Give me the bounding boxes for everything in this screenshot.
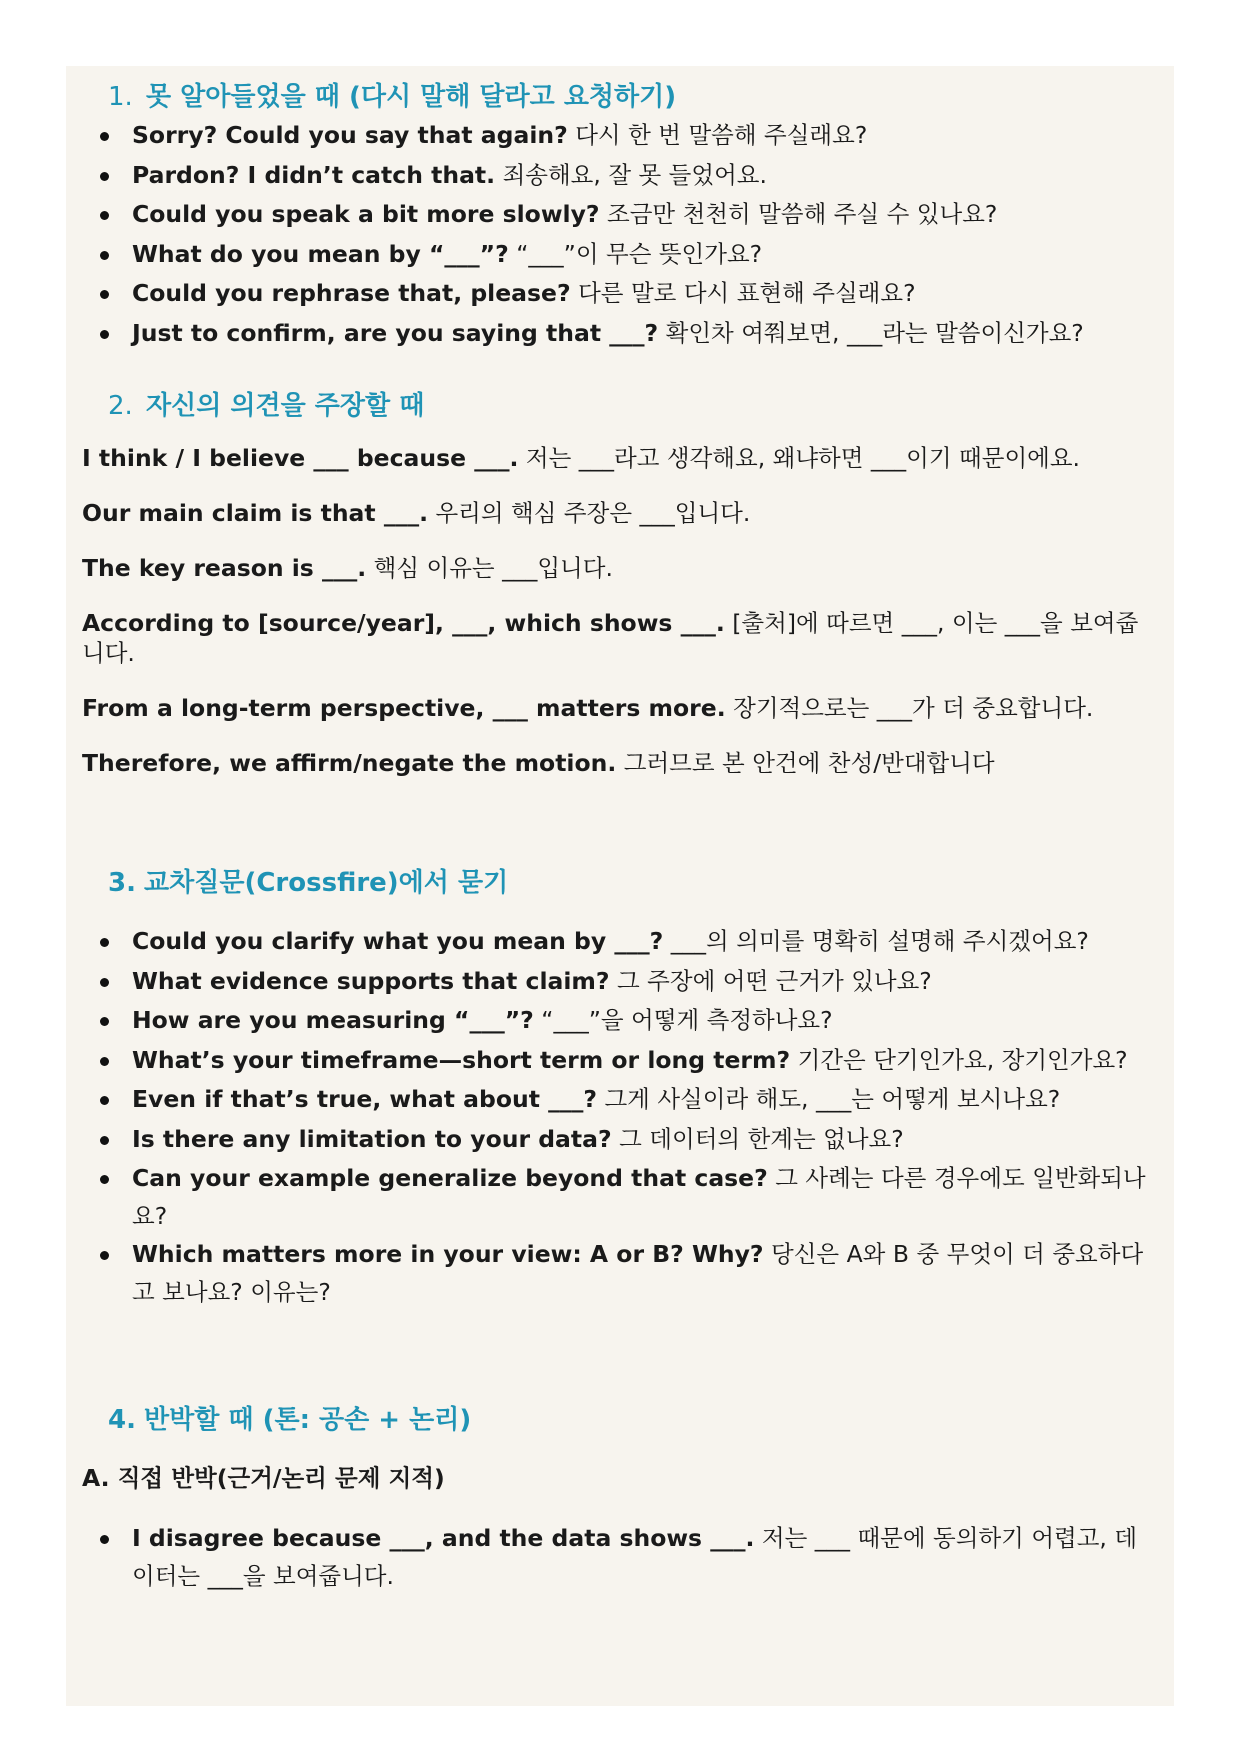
claim-line: Our main claim is that ___. 우리의 핵심 주장은 ___입니다. — [82, 499, 751, 527]
section-3-list — [82, 922, 1158, 1311]
claim-line: From a long-term perspective, ___ matters more. 장기적으로는 ___가 더 중요합니다. — [82, 694, 1094, 722]
section-2-number: 2. — [108, 391, 133, 421]
claim-line: The key reason is ___. 핵심 이유는 ___입니다. — [82, 554, 613, 582]
section-3-number: 3. — [108, 868, 136, 898]
list-item: Can your example generalize beyond that case? 그 사례는 다른 경우에도 일반화되나요? — [132, 1159, 1158, 1235]
section-3-heading — [82, 866, 1158, 900]
section-1-number: 1. — [108, 82, 133, 112]
section-4-heading — [82, 1403, 1158, 1437]
list-item: How are you measuring “___”? “___”을 어떻게 측정하나요? — [132, 1001, 1158, 1041]
section-4-title: 반박할 때 (톤: 공손 + 논리) — [144, 1405, 472, 1435]
section-3-title: 교차질문(Crossfire)에서 묻기 — [144, 868, 509, 898]
list-item: Just to confirm, are you saying that ___? 확인차 여쭤보면, ___라는 말씀이신가요? — [132, 314, 1158, 354]
section-1-title: 못 알아들었을 때 (다시 말해 달라고 요청하기) — [146, 82, 677, 112]
claim-line: Therefore, we affirm/negate the motion. 그러므로 본 안건에 찬성/반대합니다 — [82, 749, 995, 777]
section-4-number: 4. — [108, 1405, 136, 1435]
section-1-list — [82, 116, 1158, 353]
section-2-paragraphs — [82, 443, 1158, 778]
list-item: Even if that’s true, what about ___? 그게 사실이라 해도, ___는 어떻게 보시나요? — [132, 1080, 1158, 1120]
list-item: Which matters more in your view: A or B? Why? 당신은 A와 B 중 무엇이 더 중요하다고 보나요? 이유는? — [132, 1235, 1158, 1311]
document-panel — [66, 66, 1174, 1706]
list-item: Sorry? Could you say that again? 다시 한 번 말씀해 주실래요? — [132, 116, 1158, 156]
claim-line: According to [source/year], ___, which shows ___. [출처]에 따르면 ___, 이는 ___을 보여줍니다. — [82, 609, 1139, 667]
section-2-title: 자신의 의견을 주장할 때 — [146, 391, 425, 421]
section-1-heading — [82, 80, 1158, 114]
list-item: What’s your timeframe—short term or long term? 기간은 단기인가요, 장기인가요? — [132, 1041, 1158, 1081]
list-item: Could you speak a bit more slowly? 조금만 천천히 말씀해 주실 수 있나요? — [132, 195, 1158, 235]
subsection-a-heading: A. 직접 반박(근거/논리 문제 지적) — [82, 1464, 445, 1492]
claim-line: I think / I believe ___ because ___. 저는 ___라고 생각해요, 왜냐하면 ___이기 때문이에요. — [82, 444, 1081, 472]
section-2-heading — [82, 389, 1158, 423]
list-item: Pardon? I didn’t catch that. 죄송해요, 잘 못 들었어요. — [132, 156, 1158, 196]
list-item: Could you clarify what you mean by ___? ___의 의미를 명확히 설명해 주시겠어요? — [132, 922, 1158, 962]
list-item: I disagree because ___, and the data shows ___. 저는 ___ 때문에 동의하기 어렵고, 데이터는 ___을 보여줍니다. — [132, 1519, 1158, 1595]
list-item: What evidence supports that claim? 그 주장에 어떤 근거가 있나요? — [132, 962, 1158, 1002]
list-item: Is there any limitation to your data? 그 데이터의 한계는 없나요? — [132, 1120, 1158, 1160]
list-item: Could you rephrase that, please? 다른 말로 다시 표현해 주실래요? — [132, 274, 1158, 314]
list-item: What do you mean by “___”? “___”이 무슨 뜻인가요? — [132, 235, 1158, 275]
section-4-list — [82, 1519, 1158, 1595]
